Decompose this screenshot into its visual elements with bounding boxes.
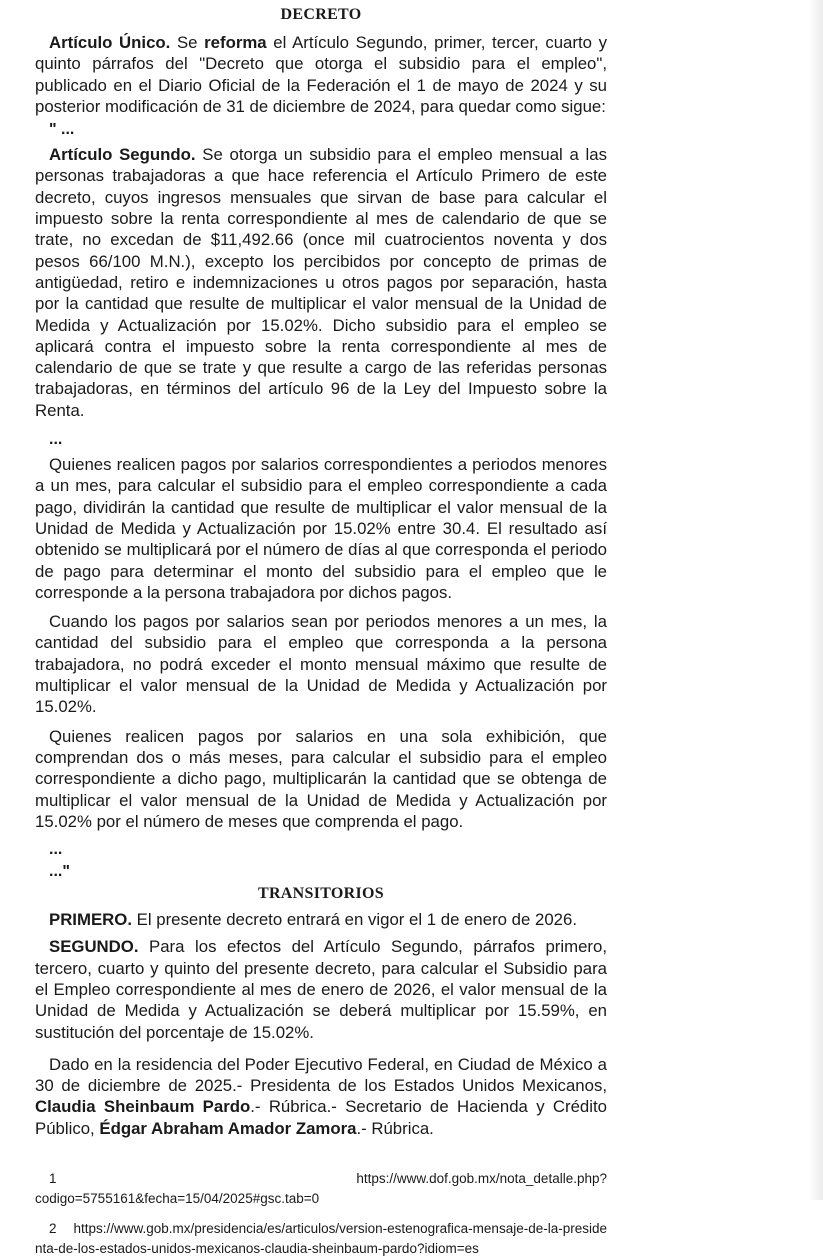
paragraph-4: Cuando los pagos por salarios sean por periodos menores a un mes, la cantidad del subsidio para el empleo que corresponda a la persona trabajadora, no podrá exceder el monto mensual máximo que resulte de multiplicar el valor mensual de la Unidad de Medida y Actualización por 15.02%. (35, 612, 607, 717)
page-edge-shadow (809, 0, 823, 1200)
articulo-unico-text: el Artículo Segundo, primer, tercer, cuarto y quinto párrafos del "Decreto que otorga el subsidio para el empleo", publicado en el Diario Oficial de la Federación el 1 de mayo de 2024 y su posterior modificación de 31 de diciembre de 2024, para quedar como sigue: (35, 33, 607, 116)
paragraph-3: Quienes realicen pagos por salarios correspondientes a periodos menores a un mes, para calcular el subsidio para el empleo correspondiente a cada pago, dividirán la cantidad que resulte de multiplicar el valor mensual de la Unidad de Medida y Actualización por 15.02% entre 30.4. El resultado así obtenido se multiplicará por el número de días al que corresponda el periodo de pago para determinar el monto del subsidio para el empleo que le corresponde a la persona trabajadora por dichos pagos. (35, 455, 607, 602)
primero-paragraph (35, 909, 607, 930)
ellipsis-2: ... (49, 841, 63, 859)
dado-paragraph (35, 1054, 607, 1139)
primero-text: El presente decreto entrará en vigor el 1 de enero de 2026. (131, 910, 577, 930)
segundo-text: Para los efectos del Artículo Segundo, párrafos primero, tercero, cuarto y quinto del presente decreto, para calcular el Subsidio para el Empleo correspondiente al mes de enero de 2026, el valor mensual de la Unidad de Medida y Actualización se deberá multiplicar por 15.59%, en sustitución del porcentaje de 15.02%. (35, 937, 607, 1042)
articulo-unico-label: Artículo Único. (49, 33, 171, 52)
articulo-segundo-label: Artículo Segundo. (49, 145, 196, 165)
articulo-unico-pre: Se (170, 33, 205, 52)
paragraph-5: Quienes realicen pagos por salarios en una sola exhibición, que comprendan dos o más meses, para calcular el subsidio para el empleo correspondiente a dicho pago, multiplicarán la cantidad que se obtenga de multiplicar el valor mensual de la Unidad de Medida y Actualización por 15.02% por el número de meses que comprenda el pago. (35, 726, 607, 831)
reforma-word: reforma (204, 33, 267, 52)
dado-text-2: .- Rúbrica.- Secretario de Hacienda y Crédito Público, (35, 1097, 607, 1138)
signatory-name-1: Claudia Sheinbaum Pardo (35, 1097, 251, 1117)
transitorios-title: TRANSITORIOS (257, 885, 384, 903)
articulo-unico-paragraph (35, 32, 607, 117)
signatory-name-2: Édgar Abraham Amador Zamora (99, 1118, 357, 1138)
footnote-1-url-part2[interactable]: codigo=5755161&fecha=15/04/2025#gsc.tab=0 (35, 1191, 320, 1207)
dado-text-3: .- Rúbrica. (356, 1118, 434, 1138)
footnote-2-url[interactable]: https://www.gob.mx/presidencia/es/articulos/version-estenografica-mensaje-de-la-presidenta-de-los-estados-unidos-mexicanos-claudia-sheinbaum-pardo?idiom=es (35, 1221, 607, 1257)
ellipsis-1: ... (49, 431, 63, 449)
close-quote-ellipsis: ..." (49, 863, 70, 881)
footnote-1 (35, 1169, 607, 1209)
footnote-1-url-part1[interactable]: https://www.dof.gob.mx/nota_detalle.php? (356, 1171, 607, 1187)
open-quote-ellipsis: " ... (49, 121, 75, 139)
segundo-label: SEGUNDO. (49, 937, 139, 957)
dado-text-1: Dado en la residencia del Poder Ejecutivo Federal, en Ciudad de México a 30 de diciembre de 2025.- Presidenta de los Estados Unidos Mexicanos, (35, 1054, 607, 1096)
primero-label: PRIMERO. (49, 910, 132, 930)
footnote-2-number: 2 (49, 1221, 57, 1237)
footnote-2 (35, 1219, 607, 1259)
articulo-segundo-paragraph (35, 144, 607, 421)
segundo-paragraph (35, 936, 607, 1042)
decree-title: DECRETO (280, 6, 362, 23)
decree-document (35, 6, 607, 1259)
articulo-segundo-text: Se otorga un subsidio para el empleo mensual a las personas trabajadoras a que hace referencia el Artículo Primero de este decreto, cuyos ingresos mensuales que sirvan de base para calcular el impuesto sobre la renta correspondiente al mes de calendario de que se trate, no excedan de $11,492.66 (once mil cuatrocientos noventa y dos pesos 66/100 M.N.), excepto los percibidos por concepto de primas de antigüedad, retiro e indemnizaciones u otros pagos por separación, hasta por la cantidad que resulte de multiplicar el valor mensual de la Unidad de Medida y Actualización por 15.02%. Dicho subsidio para el empleo se aplicará contra el impuesto sobre la renta correspondiente al mes de calendario de que se trate y que resulte a cargo de las referidas personas trabajadoras, en términos del artículo 96 de la Ley del Impuesto sobre la Renta. (35, 145, 607, 420)
footnote-1-number: 1 (49, 1171, 57, 1187)
